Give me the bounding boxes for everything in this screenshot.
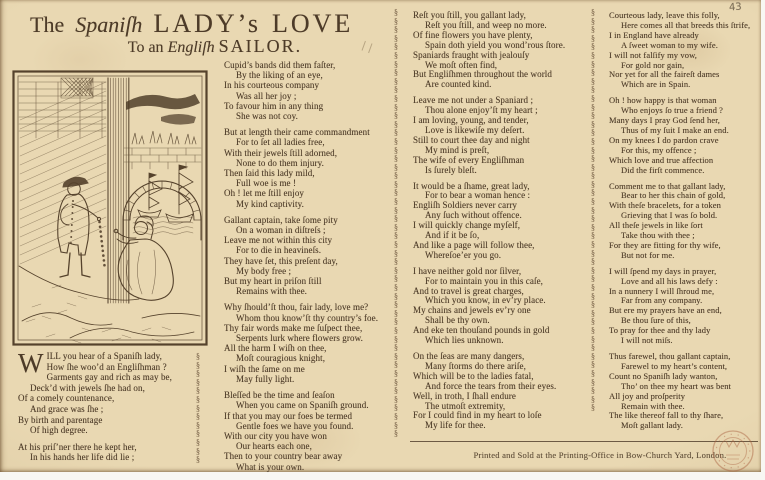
verse-line: Of high degree.	[30, 425, 88, 436]
fleuron-glyph: §	[394, 420, 398, 430]
fleuron-glyph: §	[394, 154, 398, 164]
fleuron-glyph: §	[394, 179, 398, 189]
stanza	[224, 215, 390, 297]
title-word-the: The	[30, 12, 65, 37]
fleuron-glyph: §	[591, 197, 595, 207]
stanza	[224, 127, 390, 209]
verse-line: Serpents lurk where flowers grow.	[236, 333, 363, 344]
verse-line: All joy and proſperity	[609, 390, 686, 401]
verse-line: For this, my offence ;	[621, 144, 697, 155]
verse-line: Remain with thee.	[621, 400, 685, 411]
pencil-number: 43	[728, 1, 743, 14]
fleuron-glyph: §	[591, 231, 595, 241]
stanza	[609, 352, 761, 431]
fleuron-glyph: §	[394, 128, 398, 138]
verse-line: Which lies unknown.	[425, 335, 504, 346]
verse-line: And like a page will follow thee,	[413, 239, 535, 250]
verse-line: On the ſeas are many dangers,	[413, 351, 525, 361]
fleuron-glyph: §	[394, 205, 398, 215]
verse-line: Then ſaid this lady mild,	[224, 168, 315, 179]
verse-line: Which will be to the ladies fatal,	[413, 370, 534, 381]
verse-line: The utmoſt extremity,	[425, 400, 506, 411]
verse-line: And eke ten thouſand pounds in gold	[413, 325, 550, 336]
fleuron-glyph: §	[591, 93, 595, 103]
fleuron-glyph: §	[394, 351, 398, 361]
woodcut-bricks	[19, 82, 201, 169]
verse-line: She was not coy.	[236, 111, 299, 122]
verse-line: At his priſ’ner there he kept her,	[18, 441, 137, 452]
fleuron-glyph: §	[394, 308, 398, 318]
verse-line: None to do them injury.	[236, 157, 324, 168]
verse-line: It would be a ſhame, great lady,	[413, 180, 530, 191]
fleuron-glyph: §	[591, 377, 595, 387]
fleuron-glyph: §	[394, 291, 398, 301]
verse-line: Thus of my ſuit I make an end.	[621, 124, 729, 135]
fleuron-glyph: §	[394, 188, 398, 198]
fleuron-glyph: §	[394, 368, 398, 378]
fleuron-glyph: §	[591, 222, 595, 232]
verse-line: Which you know, in ev’ry place.	[425, 295, 546, 306]
verse-line: The wife of every Engliſhman	[413, 154, 525, 165]
stanza	[413, 267, 589, 346]
verse-line: Which are in Spain.	[621, 79, 691, 90]
verse-line: How ſhe woo’d an Engliſhman ?	[46, 361, 167, 372]
fleuron-glyph: §	[591, 102, 595, 112]
stanza	[413, 11, 589, 90]
verse-line: Oh ! let me ſtill enjoy	[224, 188, 305, 199]
fleuron-glyph: §	[196, 420, 200, 430]
stanza	[609, 267, 761, 346]
fleuron-glyph: §	[196, 403, 200, 413]
fleuron-glyph: §	[591, 154, 595, 164]
fleuron-glyph: §	[394, 257, 398, 267]
fleuron-glyph: §	[394, 111, 398, 121]
fleuron-glyph: §	[394, 265, 398, 275]
fleuron-glyph: §	[591, 50, 595, 60]
fleuron-glyph: §	[591, 291, 595, 301]
verse-line: Oh ! how happy is that woman	[609, 95, 717, 106]
verse-line: Tho’ on thee my heart was bent	[621, 380, 732, 391]
fleuron-glyph: §	[591, 128, 595, 138]
fleuron-glyph: §	[591, 265, 595, 275]
fleuron-glyph: §	[394, 411, 398, 421]
woodcut-illustration	[12, 70, 208, 346]
verse-line: Deck’d with jewels ſhe had on,	[30, 382, 145, 393]
verse-line: To favour him in any thing	[224, 100, 324, 111]
cloud	[126, 94, 200, 125]
fleuron-glyph: §	[394, 76, 398, 86]
fleuron-glyph: §	[394, 16, 398, 26]
fleuron-glyph: §	[591, 368, 595, 378]
fleuron-glyph: §	[591, 403, 595, 413]
verse-line: Reſt you ſtill, and weep no more.	[425, 19, 547, 30]
verse-line: The like thereof fall to thy ſhare,	[609, 410, 724, 421]
coat-buttons	[70, 200, 74, 244]
verse-line: In his courteous company	[224, 80, 320, 91]
sailor-figure	[58, 177, 106, 277]
fleuron-glyph: §	[394, 33, 398, 43]
verse-line: Whom thou know’ſt thy country’s foe.	[236, 312, 379, 323]
fleuron-glyph: §	[591, 334, 595, 344]
verse-line: When you came on Spaniſh ground.	[236, 400, 369, 411]
fleuron-glyph: §	[394, 59, 398, 69]
ground-hatch	[26, 285, 171, 343]
fleuron-glyph: §	[394, 102, 398, 112]
verse-line: Count no Spaniſh lady wanton,	[609, 370, 718, 381]
verse-column-1	[224, 60, 390, 478]
fleuron-glyph: §	[591, 25, 595, 35]
fleuron-glyph: §	[196, 455, 200, 465]
verse-line: Shall be thy own.	[425, 315, 490, 326]
subtitle-word-to-an: To an	[127, 39, 164, 56]
fleuron-glyph: §	[196, 394, 200, 404]
fleuron-glyph: §	[591, 274, 595, 284]
verse-line: Moſt gallant lady.	[621, 420, 683, 431]
verse-line: What is your own.	[236, 461, 305, 472]
stanza	[224, 390, 390, 472]
verse-line: I am loving, young, and tender,	[413, 115, 529, 126]
verse-line: By the liking of an eye,	[236, 70, 323, 81]
drop-cap: W	[18, 348, 44, 378]
fleuron-glyph: §	[591, 240, 595, 250]
fleuron-glyph: §	[394, 145, 398, 155]
verse-line: Which love and true affection	[609, 154, 714, 165]
fleuron-glyph: §	[196, 352, 200, 361]
fleuron-glyph: §	[591, 300, 595, 310]
verse-line: For to die in heavineſs.	[236, 245, 322, 256]
title-word-ladys: LADY’s	[153, 9, 261, 38]
fleuron-glyph: §	[394, 343, 398, 353]
fleuron-glyph: §	[591, 394, 595, 404]
fleuron-glyph: §	[394, 240, 398, 250]
verse-line: Thus farewel, thou gallant captain,	[609, 351, 731, 361]
fleuron-glyph: §	[394, 222, 398, 232]
fleuron-glyph: §	[394, 394, 398, 404]
verse-line: They have ſet, this preſent day,	[224, 255, 338, 266]
verse-line: Farewel to my heart’s content,	[621, 360, 728, 371]
fleuron-glyph: §	[394, 300, 398, 310]
verse-line: A ſweet woman to my wife.	[621, 39, 718, 50]
woodcut-hatch	[20, 82, 106, 264]
verse-line: Thou alone enjoy’ſt my heart ;	[425, 105, 538, 116]
verse-line: By birth and parentage	[18, 414, 103, 425]
fleuron-glyph: §	[394, 93, 398, 103]
verse-line: Still to court thee day and night	[413, 134, 530, 145]
verse-line: Take thou with thee ;	[621, 230, 695, 241]
verse-line: Many days I pray God ſend her,	[609, 115, 721, 126]
verse-line: Whereſoe’er you go.	[425, 249, 502, 260]
verse-line: For to maintain you in this caſe,	[425, 275, 544, 286]
fleuron-glyph: §	[196, 386, 200, 396]
stanza	[609, 182, 761, 261]
fleuron-glyph: §	[394, 171, 398, 181]
fleuron-glyph: §	[394, 231, 398, 241]
verse-line: Comment me to that gallant lady,	[609, 180, 726, 191]
verse-line: Any ſuch without offence.	[425, 210, 522, 221]
verse-line: For gold nor gain,	[621, 59, 685, 70]
fleuron-glyph: §	[591, 111, 595, 121]
verse-line: Gentle foes we have you found.	[236, 420, 354, 431]
verse-line: Grieving that I was ſo bold.	[621, 210, 718, 221]
verse-line: I will quickly change myſelf,	[413, 220, 521, 231]
verse-line: Bleſſed be the time and ſeaſon	[224, 390, 335, 401]
verse-line: But ere my prayers have an end,	[609, 305, 722, 316]
verse-line: In a nunnery I will ſhroud me,	[609, 285, 715, 296]
fleuron-glyph: §	[591, 136, 595, 146]
verse-line: Of a comely countenance,	[18, 393, 115, 404]
verse-line: And force the tears from their eyes.	[425, 380, 557, 391]
stamp-dots	[716, 434, 751, 469]
verse-line: But at length their came commandment	[224, 127, 370, 138]
verse-line: Is ſurely bleſt.	[425, 164, 477, 175]
verse-line: Courteous lady, leave this folly,	[609, 10, 720, 20]
fleuron-glyph: §	[591, 76, 595, 86]
fleuron-glyph: §	[591, 59, 595, 69]
verse-line: With theſe bracelets, for a token	[609, 200, 721, 211]
verse-line: Nor yet for all the faireſt dames	[609, 69, 720, 80]
fleuron-glyph: §	[394, 8, 398, 17]
verse-line: Engliſh Soldiers never carry	[413, 200, 518, 211]
fleuron-glyph: §	[591, 162, 595, 172]
fleuron-glyph: §	[394, 50, 398, 60]
grass-tufts	[132, 131, 196, 144]
verse-line: Our hearts each one,	[236, 441, 312, 452]
fleuron-glyph: §	[591, 386, 595, 396]
verse-line: For to bear a woman hence :	[425, 190, 531, 201]
verse-line: Spaniards fraught with jealouſy	[413, 49, 530, 60]
fleuron-glyph: §	[591, 171, 595, 181]
fleuron-glyph: §	[591, 119, 595, 129]
verse-line: I have neither gold nor ſilver,	[413, 265, 522, 276]
fleuron-glyph: §	[196, 429, 200, 439]
stanza	[224, 60, 390, 121]
fleuron-glyph: §	[591, 145, 595, 155]
stanza	[413, 352, 589, 431]
verse-line: Of fine flowers you have plenty,	[413, 29, 533, 40]
verse-line: In his hands her life did lie ;	[30, 452, 135, 463]
verse-line: Why ſhould’ſt thou, fair lady, love me?	[224, 302, 369, 313]
fleuron-glyph: §	[591, 351, 595, 361]
verse-line: We moſt often find,	[425, 59, 498, 70]
fleuron-glyph: §	[394, 214, 398, 224]
stanza	[224, 302, 390, 384]
fleuron-glyph: §	[591, 317, 595, 327]
title-word-spanish: Spaniſh	[75, 12, 143, 37]
fleuron-glyph: §	[394, 68, 398, 78]
fleuron-glyph: §	[591, 283, 595, 292]
fleuron-glyph: §	[394, 136, 398, 146]
verse-line: Leave me not within this city	[224, 235, 333, 246]
verse-line: For to ſet all ladies free,	[236, 137, 325, 148]
fleuron-glyph: §	[196, 369, 200, 379]
stanza	[18, 442, 194, 463]
verse-line: Then to your country bear away	[224, 451, 343, 462]
verse-line: All the harm I wiſh on thee,	[224, 343, 327, 354]
verse-line: If that you may our foes be termed	[224, 410, 353, 421]
collection-stamp	[709, 427, 757, 475]
verse-line: Here comes all that breeds this ſtrife,	[621, 19, 751, 30]
verse-line: Full woe is me !	[236, 178, 297, 189]
stanza	[609, 11, 761, 90]
verse-line: On my knees I do pardon crave	[609, 134, 719, 145]
verse-line: Garments gay and rich as may be,	[46, 372, 173, 383]
verse-line: I in England have already	[609, 29, 699, 40]
verse-line: But my heart in priſon ſtill	[224, 276, 322, 287]
fleuron-glyph: §	[394, 386, 398, 396]
verse-line: I will not falſify my vow,	[609, 49, 697, 60]
verse-line: With their jewels ſtill adorned,	[224, 147, 338, 158]
verse-line: Are counted kind.	[425, 79, 492, 90]
imprint-rule	[410, 441, 758, 442]
fleuron-glyph: §	[591, 68, 595, 78]
fleuron-glyph: §	[591, 8, 595, 17]
fleuron-glyph: §	[394, 360, 398, 370]
verse-line: Many ſtorms do there ariſe,	[425, 360, 526, 371]
verse-line: But Engliſhmen throughout the world	[413, 69, 552, 80]
verse-line: Thy fair words make me ſuſpect thee,	[224, 322, 363, 333]
fleuron-glyph: §	[394, 197, 398, 207]
verse-line: Far from any company.	[621, 295, 703, 306]
verse-line: I will ſpend my days in prayer,	[609, 265, 717, 276]
subtitle-word-english: Engliſh	[167, 39, 215, 56]
fleuron-glyph: §	[591, 85, 595, 95]
verse-line: For I could find in my heart to loſe	[413, 410, 542, 421]
imprint-line: Printed and Sold at the Printing-Office in Bow-Church Yard, London.	[473, 450, 727, 460]
fleuron-glyph: §	[394, 25, 398, 35]
fleuron-glyph: §	[196, 360, 200, 370]
verse-line: Leave me not under a Spaniard ;	[413, 95, 534, 106]
ornament-divider	[196, 353, 200, 465]
fleuron-glyph: §	[591, 308, 595, 318]
verse-line: With our city you have won	[224, 430, 327, 441]
verse-line: But not for me.	[621, 249, 675, 260]
verse-line: And if it be ſo,	[425, 230, 480, 241]
verse-line: Bear to her this chain of gold,	[621, 190, 726, 201]
verse-line: Moſt couragious knight,	[236, 353, 326, 364]
fleuron-glyph: §	[394, 274, 398, 284]
verse-line: My chains and jewels ev’ry one	[413, 305, 531, 316]
fleuron-glyph: §	[394, 283, 398, 292]
woodcut-frame	[14, 72, 207, 345]
verse-column-2	[413, 11, 589, 437]
verse-line: Reſt you ſtill, you gallant lady,	[413, 10, 526, 20]
harbour-arch	[123, 181, 201, 240]
verse-line: Cupid’s bands did them faſter,	[224, 60, 336, 70]
fleuron-glyph: §	[394, 119, 398, 129]
verse-line: ILL you hear of a Spaniſh lady,	[46, 351, 162, 361]
fleuron-glyph: §	[196, 377, 200, 387]
verse-line: Gallant captain, take ſome pity	[224, 214, 338, 225]
water-waves	[133, 217, 193, 235]
stanza	[413, 96, 589, 175]
verse-line: To pray for thee and thy lady	[609, 325, 711, 336]
verse-line: For they are fitting for thy wife,	[609, 239, 721, 250]
verse-line: Well, in troth, I ſhall endure	[413, 390, 516, 401]
verse-line: Spain doth yield you wond’rous ſtore.	[425, 39, 566, 50]
fleuron-glyph: §	[394, 325, 398, 335]
verse-line: Who enjoys ſo true a friend ?	[621, 105, 724, 116]
fleuron-glyph: §	[196, 437, 200, 447]
fleuron-glyph: §	[394, 85, 398, 95]
fleuron-glyph: §	[591, 343, 595, 353]
fleuron-glyph: §	[591, 179, 595, 189]
verse-line: My life for thee.	[425, 420, 486, 431]
opening-stanza-block	[18, 348, 194, 469]
fleuron-glyph: §	[196, 412, 200, 422]
stanza	[609, 96, 761, 175]
fleuron-glyph: §	[591, 188, 595, 198]
fleuron-glyph: §	[591, 325, 595, 335]
ornament-divider	[591, 9, 595, 413]
verse-line: All theſe jewels in like ſort	[609, 220, 703, 231]
fleuron-glyph: §	[591, 16, 595, 26]
verse-line: I wiſh the ſame on me	[224, 363, 305, 374]
fleuron-glyph: §	[394, 429, 398, 439]
verse-line: On a woman in diſtreſs ;	[236, 225, 326, 236]
verse-line: My kind captivity.	[236, 198, 304, 209]
verse-column-3	[609, 11, 761, 437]
fleuron-glyph: §	[591, 33, 595, 43]
verse-line: Did the firſt commence.	[621, 164, 705, 175]
fleuron-glyph: §	[591, 360, 595, 370]
fleuron-glyph: §	[394, 403, 398, 413]
stanza	[413, 182, 589, 261]
fleuron-glyph: §	[591, 257, 595, 267]
ornament-divider	[394, 9, 398, 439]
fleuron-glyph: §	[196, 446, 200, 456]
fleuron-glyph: §	[591, 248, 595, 258]
verse-line: Remains with thee.	[236, 286, 308, 297]
arch-voussoirs	[123, 181, 201, 220]
fleuron-glyph: §	[394, 317, 398, 327]
fleuron-glyph: §	[591, 214, 595, 224]
fleuron-glyph: §	[394, 334, 398, 344]
ballad-title	[30, 9, 353, 39]
fleuron-glyph: §	[394, 42, 398, 52]
fleuron-glyph: §	[591, 42, 595, 52]
fleuron-glyph: §	[394, 162, 398, 172]
sailing-ships	[138, 165, 193, 222]
verse-line: May fully light.	[236, 373, 295, 384]
fleuron-glyph: §	[591, 205, 595, 215]
verse-line: Love is likewiſe my deſert.	[425, 124, 525, 135]
verse-line: My body free ;	[236, 265, 292, 276]
verse-line: I will not miſs.	[621, 335, 673, 346]
subtitle-word-sailor: SAILOR.	[218, 36, 303, 56]
verse-line: My mind is preſt,	[425, 144, 490, 155]
title-word-love: LOVE	[272, 9, 354, 38]
verse-line: And to travel is great charges,	[413, 285, 524, 296]
fleuron-glyph: §	[394, 377, 398, 387]
verse-line: Be thou ſure of this,	[621, 315, 691, 326]
verse-line: Was all her joy ;	[236, 90, 297, 101]
fleuron-glyph: §	[394, 248, 398, 258]
verse-line: And grace was ſhe ;	[30, 403, 104, 414]
verse-line: Love and all his laws defy :	[621, 275, 718, 286]
ballad-subtitle	[55, 36, 375, 57]
stamp-crown	[726, 440, 740, 447]
